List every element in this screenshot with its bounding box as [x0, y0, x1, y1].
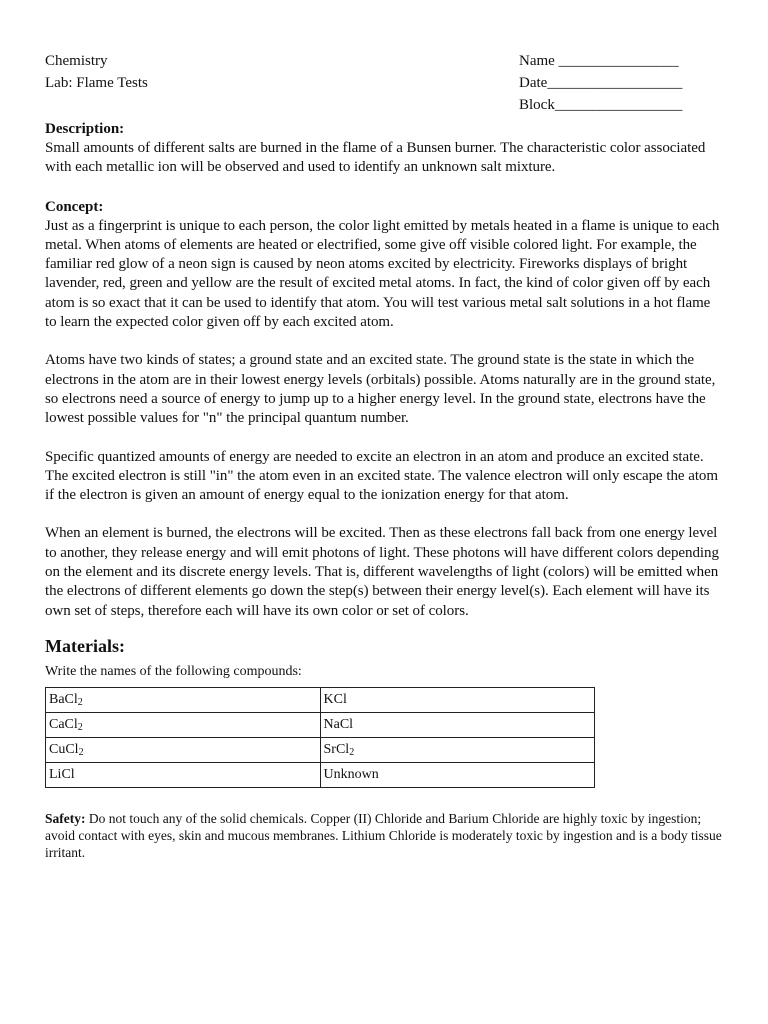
materials-instruction: Write the names of the following compounds:	[45, 663, 302, 679]
header-right	[519, 50, 682, 116]
concept-paragraph: When an element is burned, the electrons will be excited. Then as these electrons fall back from one energy level to another, they release energy and will emit photons of light. These photons will have different colors depending on the element and its discrete energy levels. That is, different wavelengths of light (colors) will be emitted when the electrons of different elements go down the step(s) between their energy level(s). Each element will have its own set of steps, therefore each will have its own color or set of colors.	[45, 525, 719, 619]
table-row	[46, 762, 595, 787]
compound-cell[interactable]: KCl	[320, 687, 595, 712]
compound-cell[interactable]: CuCl$_2$	[46, 737, 321, 762]
compound-cell[interactable]: SrCl$_2$	[320, 737, 595, 762]
safety-text: Do not touch any of the solid chemicals. Copper (II) Chloride and Barium Chloride are highly toxic by ingestion; avoid contact with eyes, skin and mucous membranes. Lithium Chloride is moderately toxic by ingestion and is a body tissue irritant.	[45, 810, 722, 860]
worksheet-page	[45, 50, 725, 861]
safety-note	[45, 810, 725, 861]
materials-section	[45, 635, 725, 788]
course-name: Chemistry	[45, 53, 108, 69]
description-heading: Description:	[45, 121, 125, 137]
compound-cell[interactable]: NaCl	[320, 712, 595, 737]
block-field[interactable]: Block_________________	[519, 97, 683, 113]
concept-paragraph: Atoms have two kinds of states; a ground state and an excited state. The ground state is the state in which the electrons in the atom are in their lowest energy levels (orbitals) possible. Atoms naturally are in the ground state, so electrons need a source of energy to jump up to a higher energy level. In the ground state, electrons have the lowest possible values for "n" the principal quantum number.	[45, 352, 716, 427]
concept-section	[45, 198, 725, 621]
compound-cell[interactable]: CaCl$_2$	[46, 712, 321, 737]
table-row	[46, 737, 595, 762]
materials-heading: Materials:	[45, 635, 125, 656]
worksheet-header	[45, 50, 725, 120]
concept-paragraph: Just as a fingerprint is unique to each person, the color light emitted by metals heated in a flame is unique to each metal. When atoms of elements are heated or electrified, some give off visible colored light. For example, the familiar red glow of a neon sign is caused by neon atoms excited by electricity. Fireworks displays of bright lavender, red, green and yellow are the result of excited metal atoms. In fact, the kind of color given off by each atom is so exact that it can be used to identify that atom. You will test various metal salt solutions in a hot flame to learn the expected color given off by each excited atom.	[45, 217, 720, 331]
compound-cell[interactable]: LiCl	[46, 762, 321, 787]
table-row	[46, 687, 595, 712]
safety-label: Safety:	[45, 810, 86, 826]
lab-title: Lab: Flame Tests	[45, 75, 148, 91]
concept-heading: Concept:	[45, 198, 104, 215]
concept-paragraph: Specific quantized amounts of energy are needed to excite an electron in an atom and produce an excited state. The excited electron is still "in" the atom even in an excited state. The valence electron will only escape the atom if the electron is given an amount of energy equal to the ionization energy for that atom.	[45, 448, 719, 504]
compound-cell[interactable]: BaCl$_2$	[46, 687, 321, 712]
name-field[interactable]: Name ________________	[519, 53, 679, 69]
date-field[interactable]: Date__________________	[519, 75, 683, 91]
compounds-table	[45, 687, 595, 788]
description-section	[45, 120, 725, 178]
description-text: Small amounts of different salts are burned in the flame of a Bunsen burner. The characteristic color associated with each metallic ion will be observed and used to identify an unknown salt mixture.	[45, 140, 706, 176]
table-row	[46, 712, 595, 737]
compound-cell[interactable]: Unknown	[320, 762, 595, 787]
header-left	[45, 50, 148, 94]
